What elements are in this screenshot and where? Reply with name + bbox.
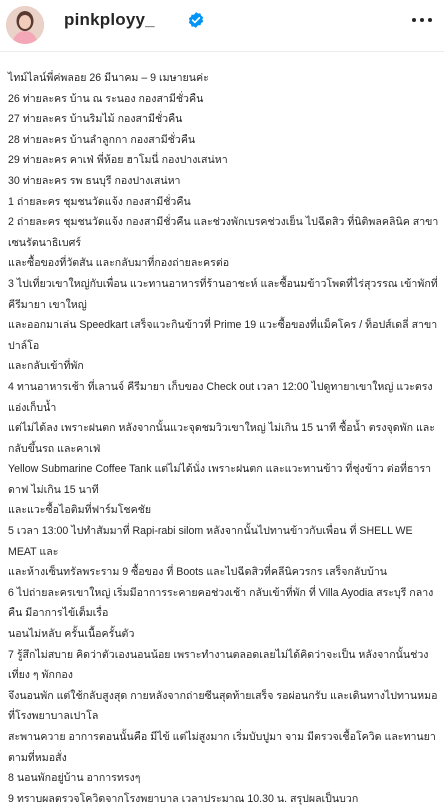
avatar-portrait-icon: [6, 6, 44, 44]
caption-line: และแวะซื้อไอติมที่ฟาร์มโชคชัย: [8, 504, 152, 517]
caption-line: 30 ท่ายละคร รพ ธนบุรี กองปางเสน่หา: [8, 174, 181, 187]
caption-line: และกลับเข้าที่พัก: [8, 360, 84, 373]
caption-line: จึงนอนพัก แต่ใช้กลับสูงสุด กายหลังจากถ่ายซีนสุดท้ายเสร็จ รอผ่อนกรับ และเดินทางไปทานหมอ ที่โรงพยาบาลเปาโล: [8, 689, 441, 723]
caption-line: นอนไม่หลับ ครั้นเนื้อครั้นตัว: [8, 628, 135, 641]
caption-line: สะพานควาย อาการตอนนั้นคือ มีไข้ แต่ไม่สูงมาก เริ่มบับปูมา จาม มีตรวจเชื้อโควิด และทานยาตามที่หมอสั่ง: [8, 731, 436, 764]
caption-line: 4 ทานอาหารเช้า ที่เลานจ์ คีรีมายา เก็บของ Check out เวลา 12:00 ไปดูทายาเขาใหญ่ แวะตรงแอ่งเก็บน้ำ: [8, 380, 433, 414]
caption-line: ไทม์ไลน์พี่ค่พลอย 26 มีนาคม – 9 เมษายนค่ะ: [8, 72, 209, 84]
caption-line: 8 นอนพักอยู่บ้าน อาการทรงๆ: [8, 772, 141, 785]
post-caption: [8, 68, 440, 809]
caption-line: 1 ถ่ายละคร ชุมชนวัดแจ้ง กองสามีชั่วคืน: [8, 195, 191, 208]
caption-line: 2 ถ่ายละคร ชุมชนวัดแจ้ง กองสามีชั่วคืน และช่วงพักเบรคช่วงเย็น ไปฉีดสิว ที่นิติพลคลินิค สาขาเซนรัตนาธิเบศร์: [8, 216, 439, 249]
caption-line: 26 ท่ายละคร บ้าน ณ ระนอง กองสามีชั่วคืน: [8, 92, 204, 105]
profile-avatar[interactable]: [6, 6, 44, 44]
caption-line: 28 ท่ายละคร บ้านลำลูกกา กองสามีชั่วคืน: [8, 133, 196, 146]
post-header: [0, 0, 444, 52]
more-options-icon[interactable]: [410, 14, 434, 26]
caption-line: 27 ท่ายละคร บ้านริมไม้ กองสามีชั่วคืน: [8, 113, 183, 126]
caption-line: 5 เวลา 13:00 ไปทำสัมมาที่ Rapi-rabi silom หลังจากนั้นไปทานข้าวกับเพื่อน ที่ SHELL WE MEAT และ: [8, 525, 416, 558]
caption-line: 3 ไปเที่ยวเขาใหญ่กับเพื่อน แวะทานอาหารที่ร้านอาชะห์ และซื้อนมข้าวโพดที่ไร่สุวรรณ เข้าพักที่ คีรีมายา เขาใหญ่: [8, 277, 441, 311]
caption-line: Yellow Submarine Coffee Tank แต่ไม่ได้นั่ง เพราะฝนตก และแวะทานข้าว ที่ชุ่งข้าว ต่อที่ธาราดาฟ ไม่เกิน 15 นาที: [8, 463, 432, 496]
caption-line: 7 รู้สึกไม่สบาย คิดว่าตัวเองนอนน้อย เพราะทำงานตลอดเลยไม่ได้คิดว่าจะเป็น หลังจากนั้นช่วงเที่ยง ๆ พักกอง: [8, 648, 429, 682]
username[interactable]: pinkployy_: [64, 10, 155, 29]
verified-badge-icon: [187, 11, 205, 29]
caption-line: แต่ไม่ได้ลง เพราะฝนตก หลังจากนั้นแวะจุดชมวิวเขาใหญ่ ไม่เกิน 15 นาที ซื้อน้ำ ตรงจุดพัก และกลับขึ้นรถ และคาเฟ่: [8, 422, 435, 455]
caption-line: 9 ทราบผลตรวจโควิดจากโรงพยาบาล เวลาประมาณ 10.30 น. สรุปผลเป็นบวก: [8, 792, 359, 805]
caption-line: และห้างเซ็นทรัลพระราม 9 ซื้อของ ที่ Boots และไปฉีดสิวที่คลีนิควรกร เสร็จกลับบ้าน: [8, 566, 388, 579]
caption-line: 29 ท่ายละคร คาเฟ่ พี่ห้อย ฮาโมนี่ กองปางเสน่หา: [8, 154, 228, 167]
caption-line: และออกมาเล่น Speedkart เสร็จแวะกินข้าวที่ Prime 19 แวะซื้อของที่แม็คโคร / ท็อปส์เดลี่ สาขา ปาล์โอ: [8, 319, 441, 352]
caption-line: และซื้อของที่วัตสัน และกลับมาที่กองถ่ายละครต่อ: [8, 257, 230, 270]
caption-line: 6 ไปถ่ายละครเขาใหญ่ เริ่มมีอาการระคายคอช่วงเช้า กลับเข้าที่พัก ที่ Villa Ayodia สระบุรี กลางคืน มีอาการไข้เต็มเรื่อ: [8, 586, 434, 620]
